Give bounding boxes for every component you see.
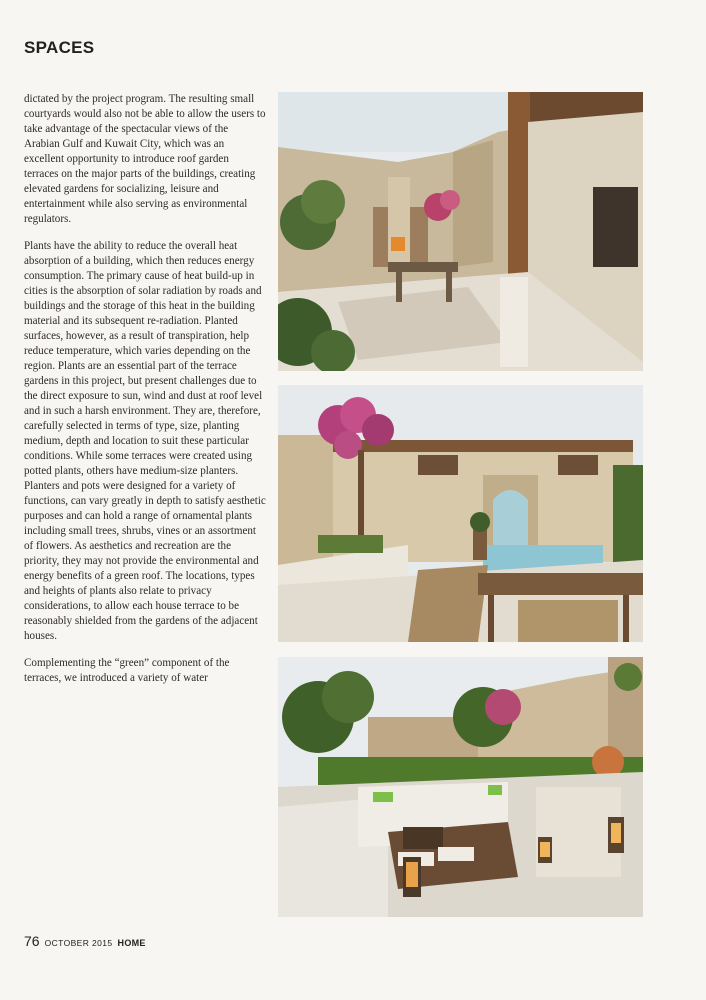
article-paragraph-1: dictated by the project program. The resulting small courtyards would also not be able to allow the users to take advantage of the spectacular views of the Arabian Gulf and Kuwait City, which was an excellent opportunity to introduce roof garden terraces on the major parts of the buildings, creating elevated gardens for socializing, leisure and entertainment while also serving as environmental regulators.	[24, 93, 266, 225]
magazine-name: HOME	[117, 938, 146, 948]
article-body	[24, 92, 266, 698]
article-paragraph-2: Plants have the ability to reduce the overall heat absorption of a building, which then reduces energy consumption. The primary cause of heat build-up in cities is the absorption of solar radiation by roads and buildings and the storage of this heat in the building material and its subsequent re-radiation. Planted surfaces, however, as a result of transpiration, help reduce temperature, which varies depending on the region. Plants are an essential part of the terrace gardens in this project, but present challenges due to the direct exposure to sun, wind and dust at roof level and in such a harsh environment. They are, therefore, carefully selected in terms of type, size, planting medium, depth and location to suit these particular conditions. While some terraces were created using potted plants, others have medium-size planters. Planters and pots were designed for a variety of functions, can vary greatly in depth to satisfy aesthetic purposes and can hold a range of ornamental plants including small trees, shrubs, vines or an assortment of flowers. As aesthetics and recreation are the priority, they may not provide the environmental and energy benefits of a green roof. The locations, types and heights of plants also relate to privacy considerations, to allow each house terrace to be reasonably shielded from the gardens of the adjacent houses.	[24, 240, 266, 642]
article-paragraph-3: Complementing the “green” component of the terraces, we introduced a variety of water	[24, 657, 230, 684]
page-number: 76	[24, 933, 40, 949]
terrace-pool-photo	[278, 385, 643, 642]
terrace-fireplace-photo	[278, 92, 643, 371]
page-footer	[24, 933, 146, 949]
terrace-seating-photo	[278, 657, 643, 917]
section-label: SPACES	[24, 38, 95, 57]
issue-date: OCTOBER 2015	[44, 938, 113, 948]
